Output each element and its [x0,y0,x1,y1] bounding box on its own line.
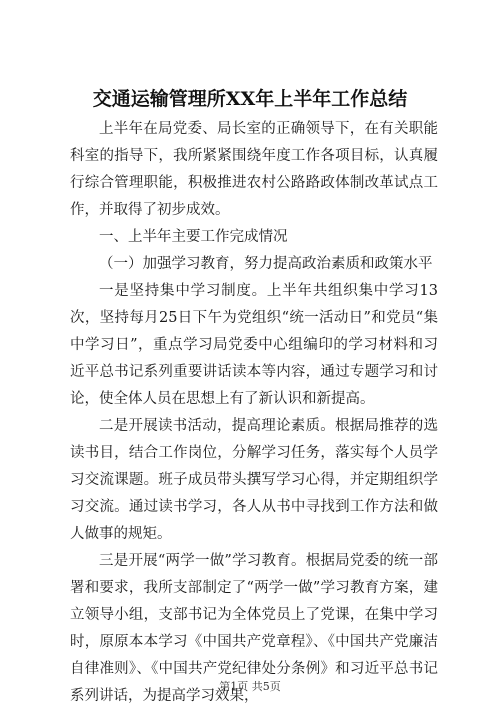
body-paragraph-1: 一是坚持集中学习制度。上半年共组织集中学习13次，坚持每月25日下午为党组织“统一活动日”和党员“集中学习日”，重点学习局党委中心组编印的学习材料和习近平总书记系列重要讲话读本等内容，通过专题学习和讨论，使全体人员在思想上有了新认识和新提高。 [70,283,438,407]
document-body [70,116,438,710]
section-heading: 一、上半年主要工作完成情况 [99,229,288,245]
subsection-heading: （一）加强学习教育，努力提高政治素质和政策水平 [99,256,433,272]
document-title: 交通运输管理所XX年上半年工作总结 [92,88,408,110]
intro-paragraph: 上半年在局党委、局长室的正确领导下，在有关职能科室的指导下，我所紧紧围绕年度工作各项目标，认真履行综合管理职能，积极推进农村公路路政体制改革试点工作，并取得了初步成效。 [70,121,438,218]
body-paragraph-3: 三是开展“两学一做”学习教育。根据局党委的统一部署和要求，我所支部制定了“两学一做”学习教育方案，建立领导小组，支部书记为全体党员上了党课，在集中学习时，原原本本学习《中国共产党章程》、《中国共产党廉洁自律准则》、《中国共产党纪律处分条例》和习近平总书记系列讲话，为提高学习效果， [70,553,438,704]
body-paragraph-2: 二是开展读书活动，提高理论素质。根据局推荐的选读书目，结合工作岗位，分解学习任务，落实每个人员学习交流课题。班子成员带头撰写学习心得，并定期组织学习交流。通过读书学习，各人从书中寻找到工作方法和做人做事的规矩。 [70,418,438,542]
page-number-footer: 第1页 共5页 [219,680,281,693]
